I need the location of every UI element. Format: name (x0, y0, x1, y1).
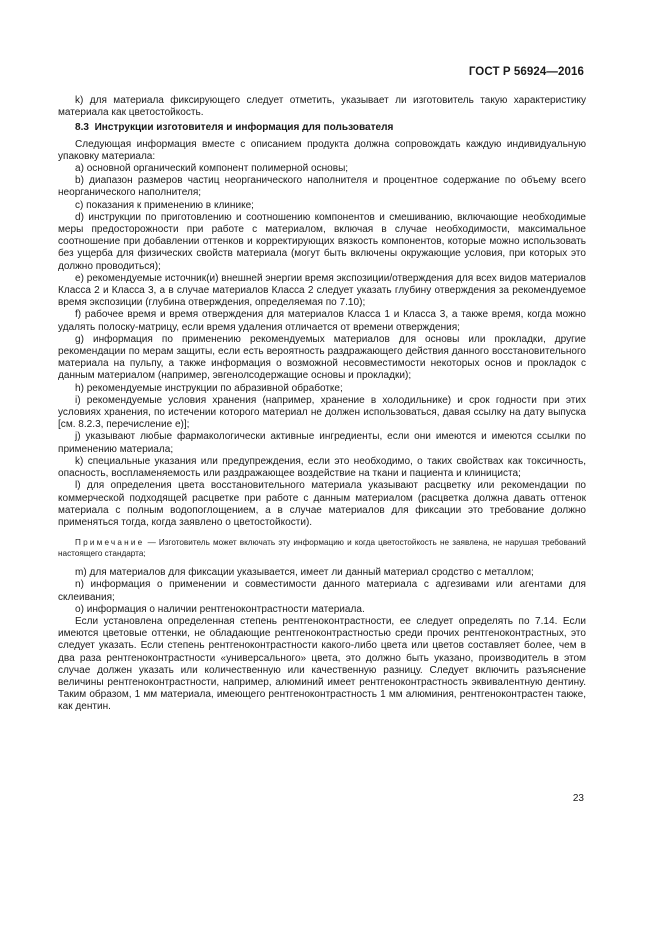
section-number: 8.3 (75, 122, 89, 134)
list-item-l: l) для определения цвета восстановительного материала указывают расцветку или рекомендации по коммерческой подходящей расцветке при работе с данным материалом (расцветка должна давать оттенок материала с полным водопоглощением, а в случае материалов для фиксации это требование должно применяться тогда, когда заявлено о цветостойкости). (58, 480, 586, 528)
document-code: ГОСТ Р 56924—2016 (468, 66, 584, 78)
note-paragraph (58, 537, 586, 559)
list-item-g: g) информация по применению рекомендуемых материалов для основы или прокладки, другие рекомендации по мерам защиты, если есть вероятность раздражающего действия данного восстановительного материала на пульпу, а также информация о возможной несовместимости некоторых основ и прокладок с данным материалом (например, эвгенолсодержащие основы и прокладки); (58, 333, 586, 382)
list-item-m: m) для материалов для фиксации указывается, имеет ли данный материал сродство с металлом; (75, 567, 534, 579)
note-text: — Изготовитель может включать эту информацию и когда цветостойкость не заявлена, не нарушая требований настоящего стандарта; (58, 538, 587, 559)
list-item-a: a) основной органический компонент полимерной основы; (75, 163, 349, 175)
list-item-i: i) рекомендуемые условия хранения (например, хранение в холодильнике) и срок годности при этих условиях хранения, по истечении которого материал не должен использоваться, давая ссылку на дату выпуска [см. 8.2.3, перечисление e)]; (58, 394, 586, 431)
lead-paragraph: Следующая информация вместе с описанием продукта должна сопровождать каждую индивидуальную упаковку материала: (58, 138, 586, 162)
note-label: Примечание (75, 538, 145, 548)
page-number: 23 (572, 793, 584, 804)
list-item-o: o) информация о наличии рентгеноконтрастности материала. (75, 603, 365, 615)
list-item-f: f) рабочее время и время отверждения для материалов Класса 1 и Класса 3, а также время, когда можно удалять полоску-матрицу, если время удаления отличается от времени отверждения; (58, 309, 586, 333)
intro-paragraph: k) для материала фиксирующего следует отметить, указывает ли изготовитель такую характеристику материала как цветостойкость. (58, 95, 586, 119)
document-body (58, 95, 586, 714)
list-item-b: b) диапазон размеров частиц неорганического наполнителя и процентное содержание по объему всего неорганического наполнителя; (58, 175, 586, 199)
section-title: Инструкции изготовителя и информация для пользователя (94, 122, 394, 134)
final-paragraph: Если установлена определенная степень рентгеноконтрастности, ее следует определять по 7.14. Если имеются цветовые оттенки, не обладающие рентгеноконтрастностью среди прочих рентгеноконтрастных, это следует указать. Если степень рентгеноконтрастности какого-либо цвета или цветов составляет более, чем в два раза рентгеноконтрастности «универсального» цвета, это должно быть указано, производитель в этом случае должен указать или количественную или качественную разницу. Следует включить разъяснение величины рентгеноконтрастности, например, алюминий имеет рентгеноконтрастность эквивалентную дентину. Таким образом, 1 мм материала, имеющего рентгеноконтрастность 1 мм алюминия, рентгеноконтрастен также, как дентин. (58, 615, 586, 713)
list-item-j: j) указывают любые фармакологически активные ингредиенты, если они имеются и имеются ссылки по применению материала; (58, 431, 586, 455)
list-item-c: c) показания к применению в клинике; (75, 199, 254, 211)
list-item-e: e) рекомендуемые источник(и) внешней энергии время экспозиции/отверждения для всех видов материалов Класса 2 и Класса 3, а в случае материалов Класса 2 следует указать глубину отверждения за рекомендуемое время экспозиции (глубина отверждения, определяемая по 7.10); (58, 272, 586, 309)
list-item-d: d) инструкции по приготовлению и соотношению компонентов и смешиванию, включающие необходимые меры предосторожности при работе с материалом, включая в случае необходимости, максимальное соотношение при добавлении оттенков и корректирующих вязкость компонентов, которые можно использовать без ущерба для физических свойств материала (могут быть включены окружающие условия, при которых это должно проводиться); (58, 211, 586, 272)
section-heading (58, 122, 586, 134)
list-item-n: n) информация о применении и совместимости данного материала с адгезивами или агентами для склеивания; (58, 579, 586, 603)
list-item-k: k) специальные указания или предупреждения, если это необходимо, о таких свойствах как токсичность, опасность, воспламеняемость или раздражающее воздействие на ткани и пациента и клинициста; (58, 455, 586, 480)
list-item-h: h) рекомендуемые инструкции по абразивной обработке; (75, 382, 343, 394)
